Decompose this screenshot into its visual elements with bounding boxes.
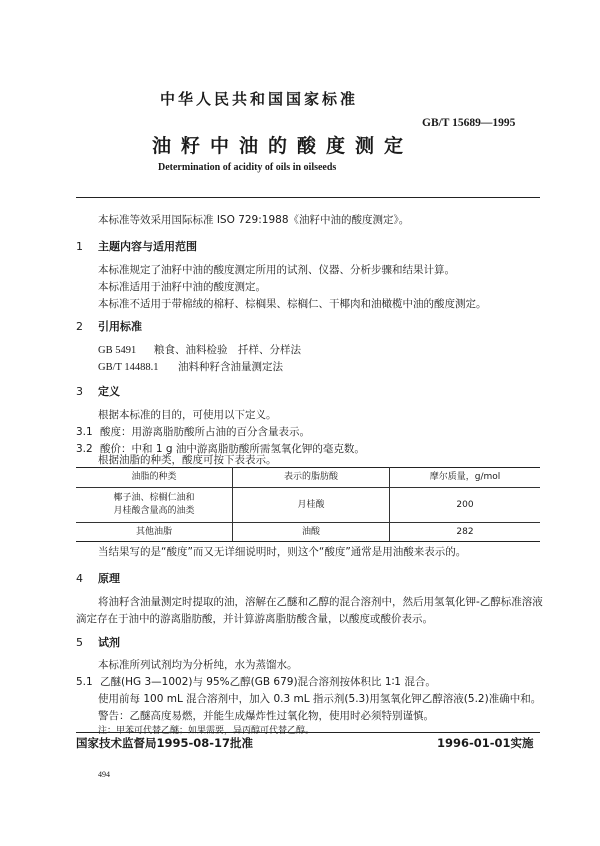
section-title: 原理 xyxy=(98,572,120,585)
page-number: 494 xyxy=(98,770,110,779)
reference-name: 粮食、油料检验 扦样、分样法 xyxy=(154,344,301,356)
footer-divider xyxy=(76,732,540,733)
molar-mass-cell: 282 xyxy=(390,523,541,542)
acidity-table xyxy=(76,467,540,542)
reagent-usage: 使用前每 100 mL 混合溶剂中，加入 0.3 mL 指示剂(5.3)用氢氧化钾乙醇溶液(5.2)准确中和。 xyxy=(98,693,542,705)
definition-item xyxy=(76,424,310,439)
section-3-heading xyxy=(76,383,120,399)
oil-type-cell: 其他油脂 xyxy=(76,523,233,542)
oil-type-line: 椰子油、棕榈仁油和 xyxy=(113,493,195,503)
header-divider xyxy=(76,197,540,198)
reference-code: GB 5491 xyxy=(98,345,137,356)
definition-number: 3.2 xyxy=(76,443,93,455)
section-title: 引用标准 xyxy=(98,320,142,333)
table-header-cell: 表示的脂肪酸 xyxy=(233,468,390,488)
table-row xyxy=(76,488,540,523)
country-standard-heading: 中华人民共和国国家标准 xyxy=(160,90,359,108)
table-header-row xyxy=(76,468,540,488)
section-4-heading xyxy=(76,570,120,586)
section-5-lead: 本标准所列试剂均为分析纯，水为蒸馏水。 xyxy=(98,659,298,671)
reference-name: 油料种籽含油量测定法 xyxy=(178,361,283,373)
table-row xyxy=(76,523,540,542)
definition-text: 酸度：用游离脂肪酸所占油的百分含量表示。 xyxy=(100,426,310,438)
section-1-paragraph: 本标准规定了油籽中油的酸度测定所用的试剂、仪器、分析步骤和结果计算。 xyxy=(98,264,455,276)
document-title-en: Determination of acidity of oils in oilseeds xyxy=(158,162,337,173)
reagent-warning: 警告：乙醚高度易燃，并能生成爆炸性过氧化物，使用时必须特别谨慎。 xyxy=(98,710,434,722)
section-2-heading xyxy=(76,318,142,334)
intro-paragraph: 本标准等效采用国际标准 ISO 729:1988《油籽中油的酸度测定》。 xyxy=(98,214,410,226)
section-number: 5 xyxy=(76,636,83,649)
reference-code: GB/T 14488.1 xyxy=(98,362,159,373)
section-number: 4 xyxy=(76,572,83,585)
section-1-heading xyxy=(76,238,197,254)
section-4-paragraph: 滴定存在于油中的游离脂肪酸，并计算游离脂肪酸含量，以酸度或酸价表示。 xyxy=(76,613,433,625)
section-title: 试剂 xyxy=(98,636,120,649)
implementation-date: 1996-01-01实施 xyxy=(437,736,534,750)
reagent-number: 5.1 xyxy=(76,676,93,688)
document-title-cn: 油籽中油的酸度测定 xyxy=(152,135,414,157)
standard-number: GB/T 15689—1995 xyxy=(422,117,516,129)
fatty-acid-cell: 月桂酸 xyxy=(233,488,390,523)
reagent-note: 注：甲苯可代替乙醚；如果需要，异丙醇可代替乙醇。 xyxy=(98,726,315,736)
oil-type-line: 月桂酸含量高的油类 xyxy=(113,506,195,516)
section-5-heading xyxy=(76,634,120,650)
reagent-text: 乙醚(HG 3—1002)与 95%乙醇(GB 679)混合溶剂按体积比 1∶1 混合。 xyxy=(100,676,436,688)
reference-item xyxy=(98,359,283,374)
definition-text: 酸价：中和 1 g 油中游离脂肪酸所需氢氧化钾的毫克数。 xyxy=(100,443,365,455)
reagent-item xyxy=(76,674,436,689)
definition-number: 3.1 xyxy=(76,426,93,438)
section-number: 1 xyxy=(76,240,83,253)
molar-mass-cell: 200 xyxy=(390,488,541,523)
section-1-paragraph: 本标准不适用于带棉绒的棉籽、棕榈果、棕榈仁、干椰肉和油橄榄中油的酸度测定。 xyxy=(98,298,487,310)
reference-item xyxy=(98,342,301,357)
table-header-cell: 摩尔质量，g/mol xyxy=(390,468,541,488)
approval-date: 国家技术监督局1995-08-17批准 xyxy=(76,736,254,750)
section-title: 主题内容与适用范围 xyxy=(98,240,197,253)
section-4-paragraph: 将油籽含油量测定时提取的油，溶解在乙醚和乙醇的混合溶剂中，然后用氢氧化钾-乙醇标准溶液 xyxy=(98,596,543,608)
after-table-note: 当结果写的是“酸度”而又无详细说明时，则这个“酸度”通常是用油酸来表示的。 xyxy=(98,546,467,558)
section-number: 2 xyxy=(76,320,83,333)
section-1-paragraph: 本标准适用于油籽中油的酸度测定。 xyxy=(98,281,266,293)
fatty-acid-cell: 油酸 xyxy=(233,523,390,542)
section-title: 定义 xyxy=(98,385,120,398)
table-lead: 根据油脂的种类，酸度可按下表表示。 xyxy=(98,454,277,466)
section-3-lead: 根据本标准的目的，可使用以下定义。 xyxy=(98,409,277,421)
section-number: 3 xyxy=(76,385,83,398)
oil-type-cell xyxy=(76,488,233,523)
table-header-cell: 油脂的种类 xyxy=(76,468,233,488)
